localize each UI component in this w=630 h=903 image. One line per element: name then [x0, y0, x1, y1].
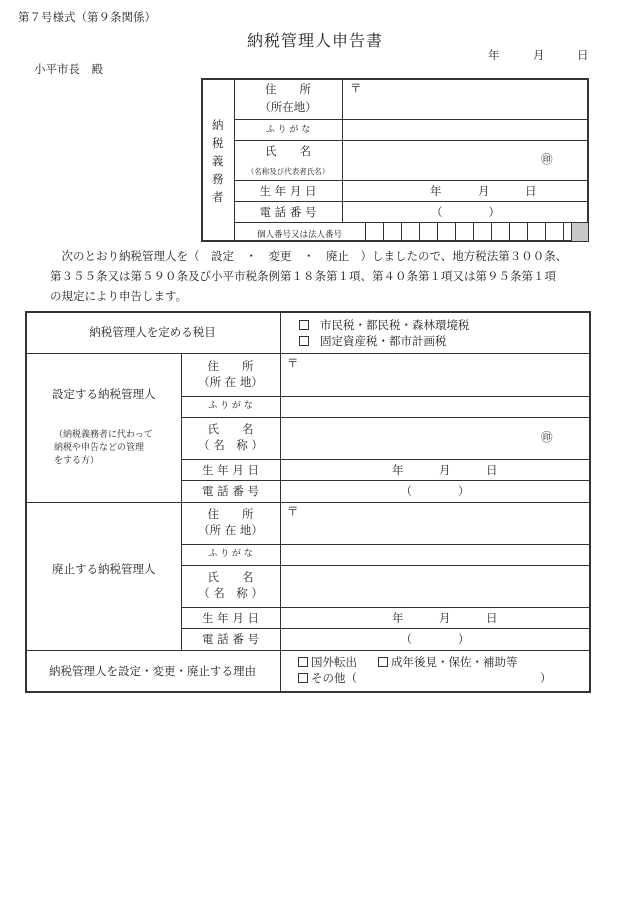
abolish-address-sublabel: （所 在 地）	[198, 523, 263, 537]
abolish-phone-label: 電 話 番 号	[202, 632, 259, 646]
taxpayer-address-field[interactable]	[343, 79, 588, 119]
abolish-birth-day: 日	[486, 611, 498, 625]
taxpayer-group-char-4: 務	[212, 172, 224, 186]
set-birth-day: 日	[486, 463, 498, 477]
checkbox-icon[interactable]	[298, 673, 308, 683]
set-name-field[interactable]	[281, 418, 531, 459]
abolish-name-field[interactable]	[281, 566, 589, 607]
taxpayer-name-field[interactable]	[343, 141, 533, 180]
date-year-label: 年	[488, 48, 500, 62]
set-birth-year: 年	[392, 463, 404, 477]
taxpayer-id-label: 個人番号又は法人番号	[256, 230, 342, 240]
set-furigana-label: ふ り が な	[208, 401, 253, 411]
abolish-address-field[interactable]	[281, 503, 589, 544]
reason-option-other[interactable]	[298, 673, 357, 685]
tax-item-option-1[interactable]	[299, 320, 470, 332]
checkbox-icon[interactable]	[378, 657, 388, 667]
tax-item-option-2[interactable]	[299, 336, 447, 348]
statement-line-1: 次のとおり納税管理人を（ 設定 ・ 変更 ・ 廃止 ）しましたので、地方税法第３００条、	[50, 249, 568, 263]
reason-text-guardianship: 成年後見・保佐・補助等	[391, 655, 518, 669]
abolish-postal-mark: 〒	[287, 504, 299, 518]
reason-other-field[interactable]	[355, 671, 537, 687]
taxpayer-birth-year: 年	[430, 184, 442, 198]
taxpayer-address-sublabel: （所在地）	[259, 100, 317, 114]
set-furigana-field[interactable]	[281, 397, 589, 417]
abolish-name-sublabel: （ 名 称 ）	[198, 586, 263, 600]
set-address-field[interactable]	[281, 354, 589, 396]
set-birth-field[interactable]	[281, 460, 589, 480]
taxpayer-furigana-label: ふ り が な	[265, 125, 311, 135]
set-address-label: 住 所	[207, 359, 254, 373]
taxpayer-group-char-5: 者	[212, 190, 224, 204]
taxpayer-name-label: 氏 名	[265, 144, 311, 158]
taxpayer-group-char-2: 税	[212, 136, 224, 150]
taxpayer-phone-field[interactable]	[343, 202, 588, 222]
abolish-furigana-field[interactable]	[281, 545, 589, 565]
taxpayer-birth-month: 月	[478, 184, 490, 198]
abolish-birth-month: 月	[439, 611, 451, 625]
abolish-phone-field[interactable]	[281, 629, 589, 650]
abolish-birth-label: 生 年 月 日	[202, 611, 259, 625]
set-phone-label: 電 話 番 号	[202, 484, 259, 498]
abolish-birth-field[interactable]	[281, 608, 589, 628]
taxpayer-birth-label: 生 年 月 日	[259, 184, 317, 198]
taxpayer-seal-mark: ㊞	[541, 152, 553, 166]
addressee: 小平市長 殿	[34, 62, 103, 76]
statement-line-3: の規定により申告します。	[50, 289, 188, 303]
reason-text-other: その他（	[311, 671, 357, 685]
taxpayer-birth-day: 日	[525, 184, 537, 198]
taxpayer-furigana-field[interactable]	[343, 120, 588, 140]
set-name-label: 氏 名	[207, 422, 254, 436]
abolish-name-label: 氏 名	[207, 570, 254, 584]
abolish-phone-value: （ ）	[400, 632, 470, 646]
set-name-sublabel: （ 名 称 ）	[198, 438, 263, 452]
abolish-manager-label: 廃止する納税管理人	[52, 562, 156, 576]
reason-label: 納税管理人を設定・変更・廃止する理由	[49, 664, 256, 678]
taxpayer-name-sublabel: （名称及び代表者氏名）	[246, 167, 330, 176]
reason-option-guardianship[interactable]	[378, 657, 518, 669]
checkbox-icon[interactable]	[299, 320, 309, 330]
reason-other-close: ）	[540, 671, 552, 685]
tax-item-text-2: 固定資産税・都市計画税	[320, 334, 447, 348]
form-number: 第７号様式（第９条関係）	[18, 10, 156, 24]
statement-line-2: 第３５５条又は第５９０条及び小平市税条例第１８条第１項、第４０条第１項又は第９５条第１項	[50, 269, 556, 283]
set-address-sublabel: （所 在 地）	[198, 375, 263, 389]
date-day-label: 日	[577, 48, 589, 62]
taxpayer-phone-label: 電 話 番 号	[259, 205, 317, 219]
tax-item-label: 納税管理人を定める税目	[89, 325, 216, 339]
abolish-furigana-label: ふ り が な	[208, 549, 253, 559]
set-manager-note-3: をする方）	[54, 456, 100, 466]
tax-item-text-1: 市民税・都民税・森林環境税	[320, 318, 470, 332]
checkbox-icon[interactable]	[299, 336, 309, 346]
taxpayer-postal-mark: 〒	[350, 81, 362, 95]
abolish-address-label: 住 所	[207, 507, 254, 521]
taxpayer-id-number-field[interactable]	[366, 223, 571, 241]
abolish-birth-year: 年	[392, 611, 404, 625]
set-manager-note-1: （納税義務者に代わって	[54, 430, 153, 440]
reason-option-overseas[interactable]	[298, 657, 357, 669]
set-seal-mark: ㊞	[541, 430, 553, 444]
taxpayer-birth-field[interactable]	[343, 181, 588, 201]
date-month-label: 月	[533, 48, 545, 62]
taxpayer-phone-value: （ ）	[431, 205, 500, 219]
reason-text-overseas: 国外転出	[311, 655, 357, 669]
taxpayer-group-char-1: 納	[212, 118, 224, 132]
set-phone-field[interactable]	[281, 481, 589, 502]
set-phone-value: （ ）	[400, 484, 470, 498]
set-birth-month: 月	[439, 463, 451, 477]
taxpayer-group-char-3: 義	[212, 154, 224, 168]
set-birth-label: 生 年 月 日	[202, 463, 259, 477]
checkbox-icon[interactable]	[298, 657, 308, 667]
taxpayer-address-label: 住 所	[265, 82, 311, 96]
set-manager-label: 設定する納税管理人	[52, 387, 156, 401]
page-title: 納税管理人申告書	[246, 31, 383, 50]
set-postal-mark: 〒	[287, 356, 299, 370]
set-manager-note-2: 納税や申告などの管理	[54, 443, 145, 453]
